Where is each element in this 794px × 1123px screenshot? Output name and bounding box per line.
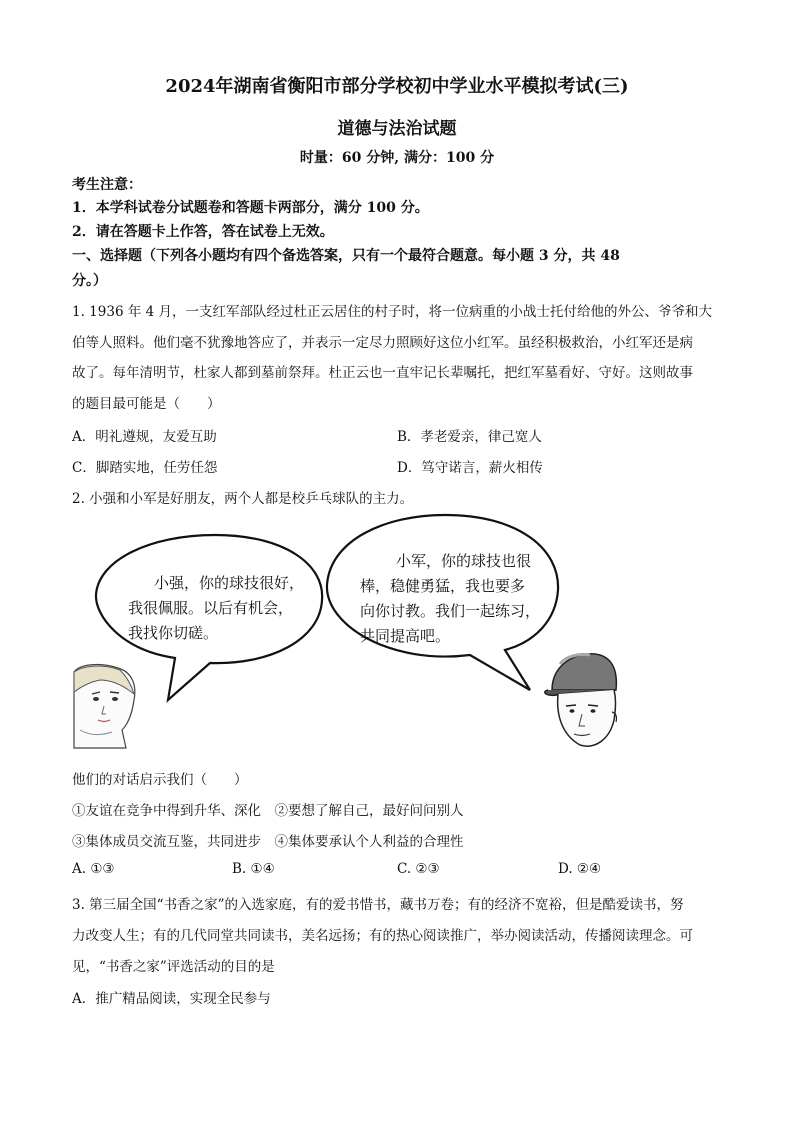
left-bubble-line: 我很佩服。以后有机会，	[128, 599, 294, 617]
q2-stem: 2. 小强和小军是好朋友，两个人都是校乒乓球队的主力。	[72, 491, 414, 507]
q1-stem-line: 伯等人照料。他们毫不犹豫地答应了，并表示一定尽力照顾好这位小红军。虽经积极救治，小红军还是病	[72, 335, 693, 351]
q3-stem-line: 力改变人生；有的几代同堂共同读书，美名远扬；有的热心阅读推广，举办阅读活动，传播阅读理念。可	[72, 928, 693, 944]
notice-item-1: 1．本学科试卷分试题卷和答题卡两部分，满分 100 分。	[72, 200, 429, 216]
notice-item-2: 2．请在答题卡上作答，答在试卷上无效。	[72, 224, 334, 240]
q2-option-a: A. ①③	[72, 861, 115, 877]
section-heading-line-1: 一、选择题（下列各小题均有四个备选答案，只有一个最符合题意。每小题 3 分，共 48	[72, 248, 620, 264]
q2-option-b: B. ①④	[232, 861, 275, 877]
q1-option-b: B．孝老爱亲，律己宽人	[397, 429, 542, 445]
q2-statements-2: ③集体成员交流互鉴，共同进步 ④集体要承认个人利益的合理性	[72, 834, 464, 850]
right-bubble-line: 向你讨教。我们一起练习，	[360, 602, 541, 620]
right-bubble-line: 共同提高吧。	[360, 627, 451, 645]
right-bubble-line: 棒，稳健勇猛，我也要多	[360, 577, 526, 595]
left-bubble-line: 小强，你的球技很好，	[154, 574, 305, 592]
exam-title: 2024年湖南省衡阳市部分学校初中学业水平模拟考试(三)	[165, 76, 629, 97]
section-heading-line-2: 分。）	[72, 273, 107, 289]
q3-stem-line: 3. 第三届全国“书香之家”的入选家庭，有的爱书惜书，藏书万卷；有的经济不宽裕，但是酷爱读书，努	[72, 897, 684, 913]
q3-stem-line: 见，“书香之家”评选活动的目的是	[72, 959, 275, 975]
xiaoqiang-character	[74, 665, 135, 748]
q2-question: 他们的对话启示我们（ ）	[72, 772, 248, 788]
subject-title: 道德与法治试题	[337, 119, 457, 139]
q3-option-a: A．推广精品阅读，实现全民参与	[72, 991, 271, 1007]
xiaojun-character	[545, 654, 617, 746]
right-bubble-text	[360, 549, 540, 649]
left-bubble-text	[128, 571, 304, 646]
q2-statements-1: ①友谊在竞争中得到升华、深化 ②要想了解自己，最好问问别人	[72, 803, 464, 819]
q1-stem-line: 故了。每年清明节，杜家人都到墓前祭拜。杜正云也一直牢记长辈嘱托，把红军墓看好、守好。这则故事	[72, 365, 693, 381]
q2-option-d: D. ②④	[558, 861, 602, 877]
notice-heading: 考生注意：	[72, 177, 142, 193]
q1-stem-line: 1. 1936 年 4 月，一支红军部队经过杜正云居住的村子时，将一位病重的小战士托付给他的外公、爷爷和大	[72, 304, 712, 320]
q1-option-c: C．脚踏实地，任劳任怨	[72, 460, 218, 476]
q2-option-c: C. ②③	[397, 861, 440, 877]
q1-option-a: A．明礼遵规，友爱互助	[72, 429, 217, 445]
q1-stem-line: 的题目最可能是（ ）	[72, 396, 221, 412]
time-score-info: 时量：60 分钟, 满分：100 分	[299, 150, 495, 166]
left-bubble-line: 我找你切磋。	[128, 624, 219, 642]
q1-option-d: D．笃守诺言，薪火相传	[397, 460, 543, 476]
right-bubble-line: 小军，你的球技也很	[396, 552, 532, 570]
